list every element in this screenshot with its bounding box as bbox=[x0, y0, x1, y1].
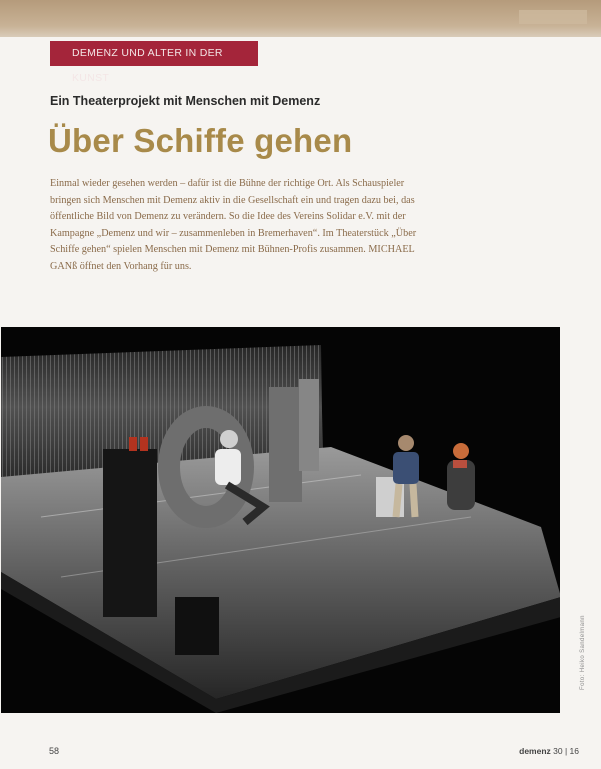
section-label: DEMENZ UND ALTER IN DER KUNST bbox=[50, 41, 258, 66]
magazine-issue: 30 | 16 bbox=[553, 746, 579, 756]
header-band bbox=[0, 0, 601, 37]
page-number: 58 bbox=[49, 746, 60, 756]
photo-credit: Foto: Heiko Sandelmann bbox=[580, 615, 586, 690]
article-title: Über Schiffe gehen bbox=[48, 122, 353, 159]
stage-photo bbox=[1, 327, 560, 713]
article-kicker: Ein Theaterprojekt mit Menschen mit Demenz bbox=[50, 94, 321, 108]
article-lead: Einmal wieder gesehen werden – dafür ist die Bühne der richtige Ort. Als Schauspieler bringen sich Menschen mit Demenz aktiv in die Gesellschaft ein und tragen dazu bei, das öffentliche Bild von Demenz zu verändern. So die Idee des Vereins Solidar e.V. mit der Kampagne „Demenz und wir – zusammenleben in Bremerhaven“. Im Theaterstück „Über Schiffe gehen“ spielen Menschen mit Demenz mit Bühnen-Profis zusammen. MICHAEL GANß öffnet den Vorhang für uns. bbox=[50, 178, 417, 272]
magazine-name: demenz bbox=[519, 746, 551, 756]
stage-photo-illustration bbox=[1, 327, 560, 713]
header-tab bbox=[519, 10, 587, 24]
magazine-footer bbox=[519, 746, 579, 756]
